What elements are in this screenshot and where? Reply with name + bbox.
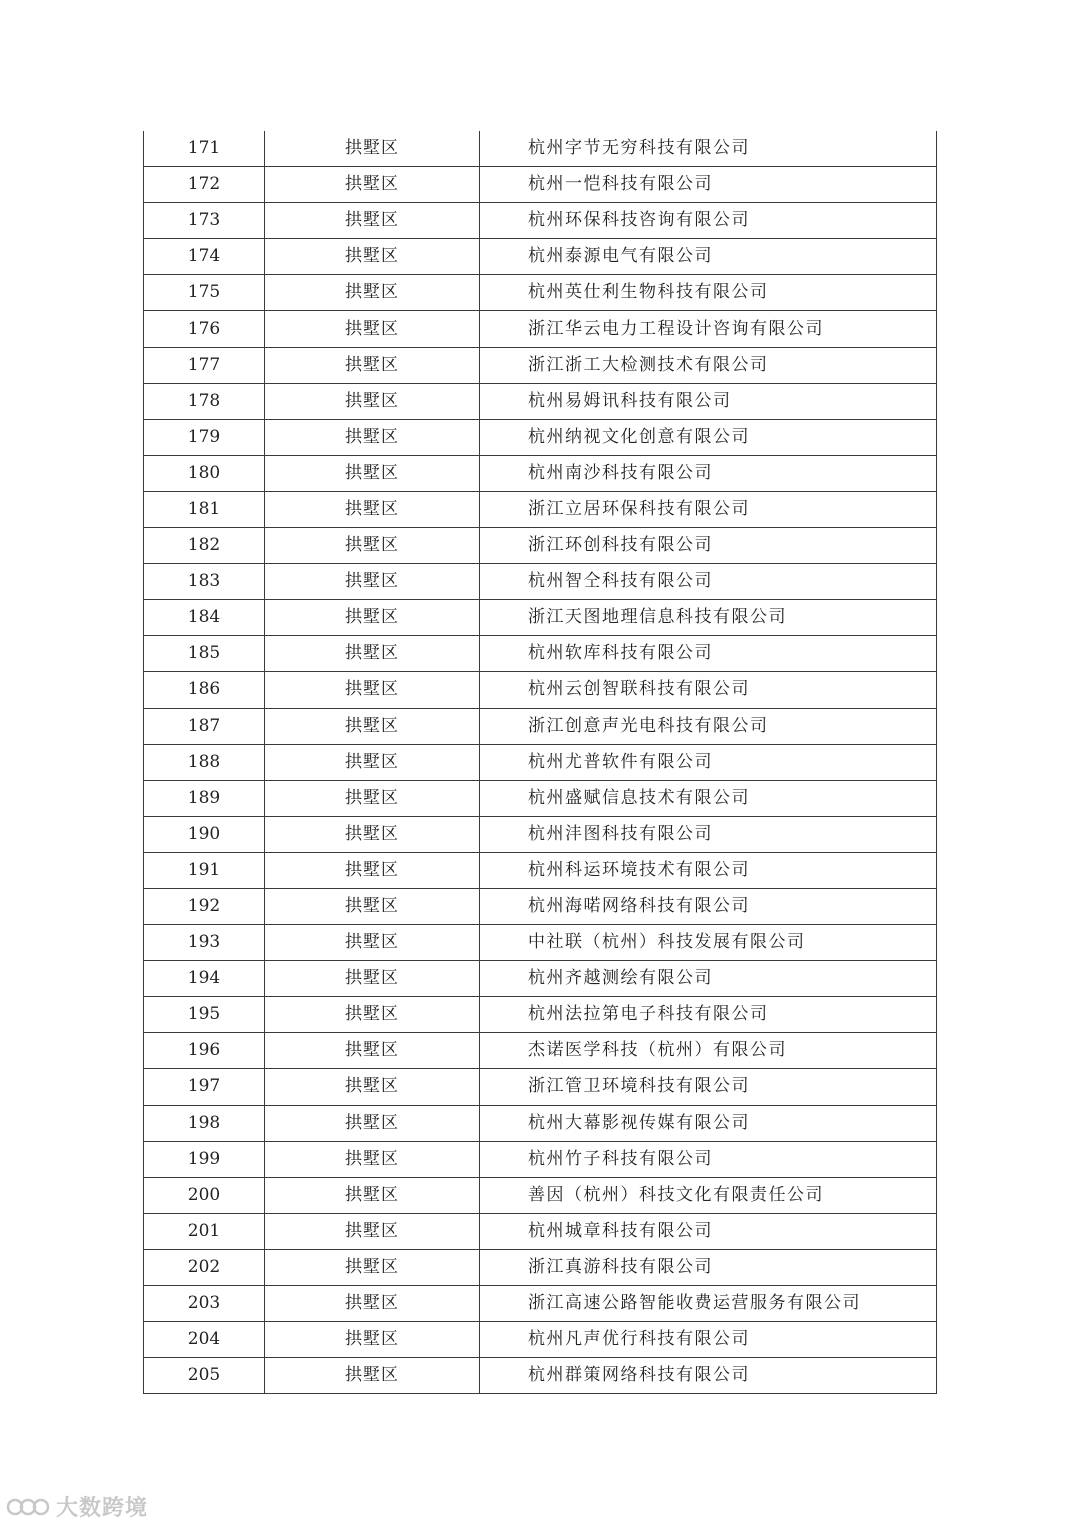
- row-district: 拱墅区: [265, 275, 480, 311]
- table-row: [144, 455, 937, 491]
- row-company-name: 杭州尤普软件有限公司: [480, 744, 937, 780]
- row-district: 拱墅区: [265, 347, 480, 383]
- row-number: 172: [144, 167, 265, 203]
- row-company-name: 杭州沣图科技有限公司: [480, 816, 937, 852]
- row-number: 180: [144, 455, 265, 491]
- table-row: [144, 564, 937, 600]
- row-company-name: 浙江天图地理信息科技有限公司: [480, 600, 937, 636]
- table-row: [144, 852, 937, 888]
- row-district: 拱墅区: [265, 491, 480, 527]
- row-number: 188: [144, 744, 265, 780]
- row-company-name: 浙江立居环保科技有限公司: [480, 491, 937, 527]
- row-district: 拱墅区: [265, 600, 480, 636]
- row-number: 177: [144, 347, 265, 383]
- company-list-body: [144, 131, 937, 1394]
- table-row: [144, 491, 937, 527]
- row-company-name: 杭州齐越测绘有限公司: [480, 961, 937, 997]
- row-company-name: 杭州大幕影视传媒有限公司: [480, 1105, 937, 1141]
- table-row: [144, 131, 937, 167]
- table-row: [144, 419, 937, 455]
- row-district: 拱墅区: [265, 925, 480, 961]
- row-company-name: 浙江浙工大检测技术有限公司: [480, 347, 937, 383]
- row-number: 182: [144, 528, 265, 564]
- row-number: 178: [144, 383, 265, 419]
- table-row: [144, 672, 937, 708]
- row-company-name: 杭州法拉第电子科技有限公司: [480, 997, 937, 1033]
- row-number: 195: [144, 997, 265, 1033]
- watermark: [6, 1491, 148, 1522]
- row-company-name: 杭州软库科技有限公司: [480, 636, 937, 672]
- row-company-name: 杭州群策网络科技有限公司: [480, 1358, 937, 1394]
- table-row: [144, 888, 937, 924]
- row-district: 拱墅区: [265, 311, 480, 347]
- row-company-name: 杭州南沙科技有限公司: [480, 455, 937, 491]
- row-district: 拱墅区: [265, 419, 480, 455]
- row-district: 拱墅区: [265, 1177, 480, 1213]
- table-row: [144, 347, 937, 383]
- row-number: 171: [144, 131, 265, 167]
- row-company-name: 浙江创意声光电科技有限公司: [480, 708, 937, 744]
- row-company-name: 杭州纳视文化创意有限公司: [480, 419, 937, 455]
- table-row: [144, 1177, 937, 1213]
- table-row: [144, 239, 937, 275]
- row-number: 201: [144, 1213, 265, 1249]
- row-company-name: 杭州英仕利生物科技有限公司: [480, 275, 937, 311]
- row-company-name: 杭州海喏网络科技有限公司: [480, 888, 937, 924]
- row-district: 拱墅区: [265, 1213, 480, 1249]
- row-number: 181: [144, 491, 265, 527]
- row-company-name: 杭州易姆讯科技有限公司: [480, 383, 937, 419]
- row-number: 185: [144, 636, 265, 672]
- row-number: 189: [144, 780, 265, 816]
- table-row: [144, 1322, 937, 1358]
- dashuju-logo-icon: [6, 1495, 50, 1519]
- table-row: [144, 1105, 937, 1141]
- row-company-name: 杭州城章科技有限公司: [480, 1213, 937, 1249]
- table-row: [144, 1069, 937, 1105]
- row-district: 拱墅区: [265, 1249, 480, 1285]
- table-row: [144, 961, 937, 997]
- row-number: 205: [144, 1358, 265, 1394]
- table-row: [144, 600, 937, 636]
- row-company-name: 浙江管卫环境科技有限公司: [480, 1069, 937, 1105]
- row-number: 204: [144, 1322, 265, 1358]
- row-district: 拱墅区: [265, 203, 480, 239]
- row-company-name: 浙江环创科技有限公司: [480, 528, 937, 564]
- table-row: [144, 383, 937, 419]
- row-number: 202: [144, 1249, 265, 1285]
- row-district: 拱墅区: [265, 1286, 480, 1322]
- table-row: [144, 275, 937, 311]
- row-company-name: 杭州泰源电气有限公司: [480, 239, 937, 275]
- row-district: 拱墅区: [265, 167, 480, 203]
- table-row: [144, 925, 937, 961]
- row-district: 拱墅区: [265, 1105, 480, 1141]
- row-district: 拱墅区: [265, 1069, 480, 1105]
- table-row: [144, 816, 937, 852]
- row-district: 拱墅区: [265, 708, 480, 744]
- row-district: 拱墅区: [265, 1322, 480, 1358]
- row-company-name: 中社联（杭州）科技发展有限公司: [480, 925, 937, 961]
- row-company-name: 浙江华云电力工程设计咨询有限公司: [480, 311, 937, 347]
- row-district: 拱墅区: [265, 888, 480, 924]
- table-row: [144, 528, 937, 564]
- row-number: 186: [144, 672, 265, 708]
- row-company-name: 杭州一恺科技有限公司: [480, 167, 937, 203]
- row-number: 184: [144, 600, 265, 636]
- row-number: 187: [144, 708, 265, 744]
- row-company-name: 浙江真游科技有限公司: [480, 1249, 937, 1285]
- watermark-text: 大数跨境: [56, 1496, 149, 1521]
- row-number: 199: [144, 1141, 265, 1177]
- row-company-name: 浙江高速公路智能收费运营服务有限公司: [480, 1286, 937, 1322]
- table-row: [144, 1249, 937, 1285]
- row-district: 拱墅区: [265, 816, 480, 852]
- row-company-name: 杭州凡声优行科技有限公司: [480, 1322, 937, 1358]
- table-row: [144, 1213, 937, 1249]
- company-list-table: [143, 131, 937, 1394]
- row-company-name: 杭州字节无穷科技有限公司: [480, 131, 937, 167]
- row-number: 175: [144, 275, 265, 311]
- row-number: 176: [144, 311, 265, 347]
- row-district: 拱墅区: [265, 780, 480, 816]
- row-number: 194: [144, 961, 265, 997]
- row-district: 拱墅区: [265, 455, 480, 491]
- row-district: 拱墅区: [265, 239, 480, 275]
- row-district: 拱墅区: [265, 131, 480, 167]
- row-number: 203: [144, 1286, 265, 1322]
- table-row: [144, 1358, 937, 1394]
- table-row: [144, 311, 937, 347]
- row-company-name: 杭州智仝科技有限公司: [480, 564, 937, 600]
- row-district: 拱墅区: [265, 383, 480, 419]
- table-row: [144, 997, 937, 1033]
- row-district: 拱墅区: [265, 961, 480, 997]
- row-number: 191: [144, 852, 265, 888]
- row-company-name: 杭州环保科技咨询有限公司: [480, 203, 937, 239]
- row-district: 拱墅区: [265, 1141, 480, 1177]
- row-number: 173: [144, 203, 265, 239]
- table-row: [144, 1286, 937, 1322]
- table-row: [144, 1141, 937, 1177]
- row-company-name: 善因（杭州）科技文化有限责任公司: [480, 1177, 937, 1213]
- table-row: [144, 780, 937, 816]
- table-row: [144, 1033, 937, 1069]
- row-number: 200: [144, 1177, 265, 1213]
- row-district: 拱墅区: [265, 997, 480, 1033]
- row-number: 183: [144, 564, 265, 600]
- row-district: 拱墅区: [265, 852, 480, 888]
- row-number: 174: [144, 239, 265, 275]
- row-number: 179: [144, 419, 265, 455]
- row-number: 198: [144, 1105, 265, 1141]
- row-number: 192: [144, 888, 265, 924]
- row-company-name: 杭州云创智联科技有限公司: [480, 672, 937, 708]
- table-row: [144, 203, 937, 239]
- table-row: [144, 708, 937, 744]
- row-district: 拱墅区: [265, 636, 480, 672]
- row-number: 193: [144, 925, 265, 961]
- row-number: 196: [144, 1033, 265, 1069]
- row-company-name: 杭州盛赋信息技术有限公司: [480, 780, 937, 816]
- row-company-name: 杭州科运环境技术有限公司: [480, 852, 937, 888]
- row-district: 拱墅区: [265, 528, 480, 564]
- row-district: 拱墅区: [265, 564, 480, 600]
- row-district: 拱墅区: [265, 672, 480, 708]
- row-district: 拱墅区: [265, 1033, 480, 1069]
- row-number: 190: [144, 816, 265, 852]
- row-district: 拱墅区: [265, 1358, 480, 1394]
- table-row: [144, 167, 937, 203]
- table-row: [144, 744, 937, 780]
- row-company-name: 杰诺医学科技（杭州）有限公司: [480, 1033, 937, 1069]
- table-row: [144, 636, 937, 672]
- row-company-name: 杭州竹子科技有限公司: [480, 1141, 937, 1177]
- row-number: 197: [144, 1069, 265, 1105]
- row-district: 拱墅区: [265, 744, 480, 780]
